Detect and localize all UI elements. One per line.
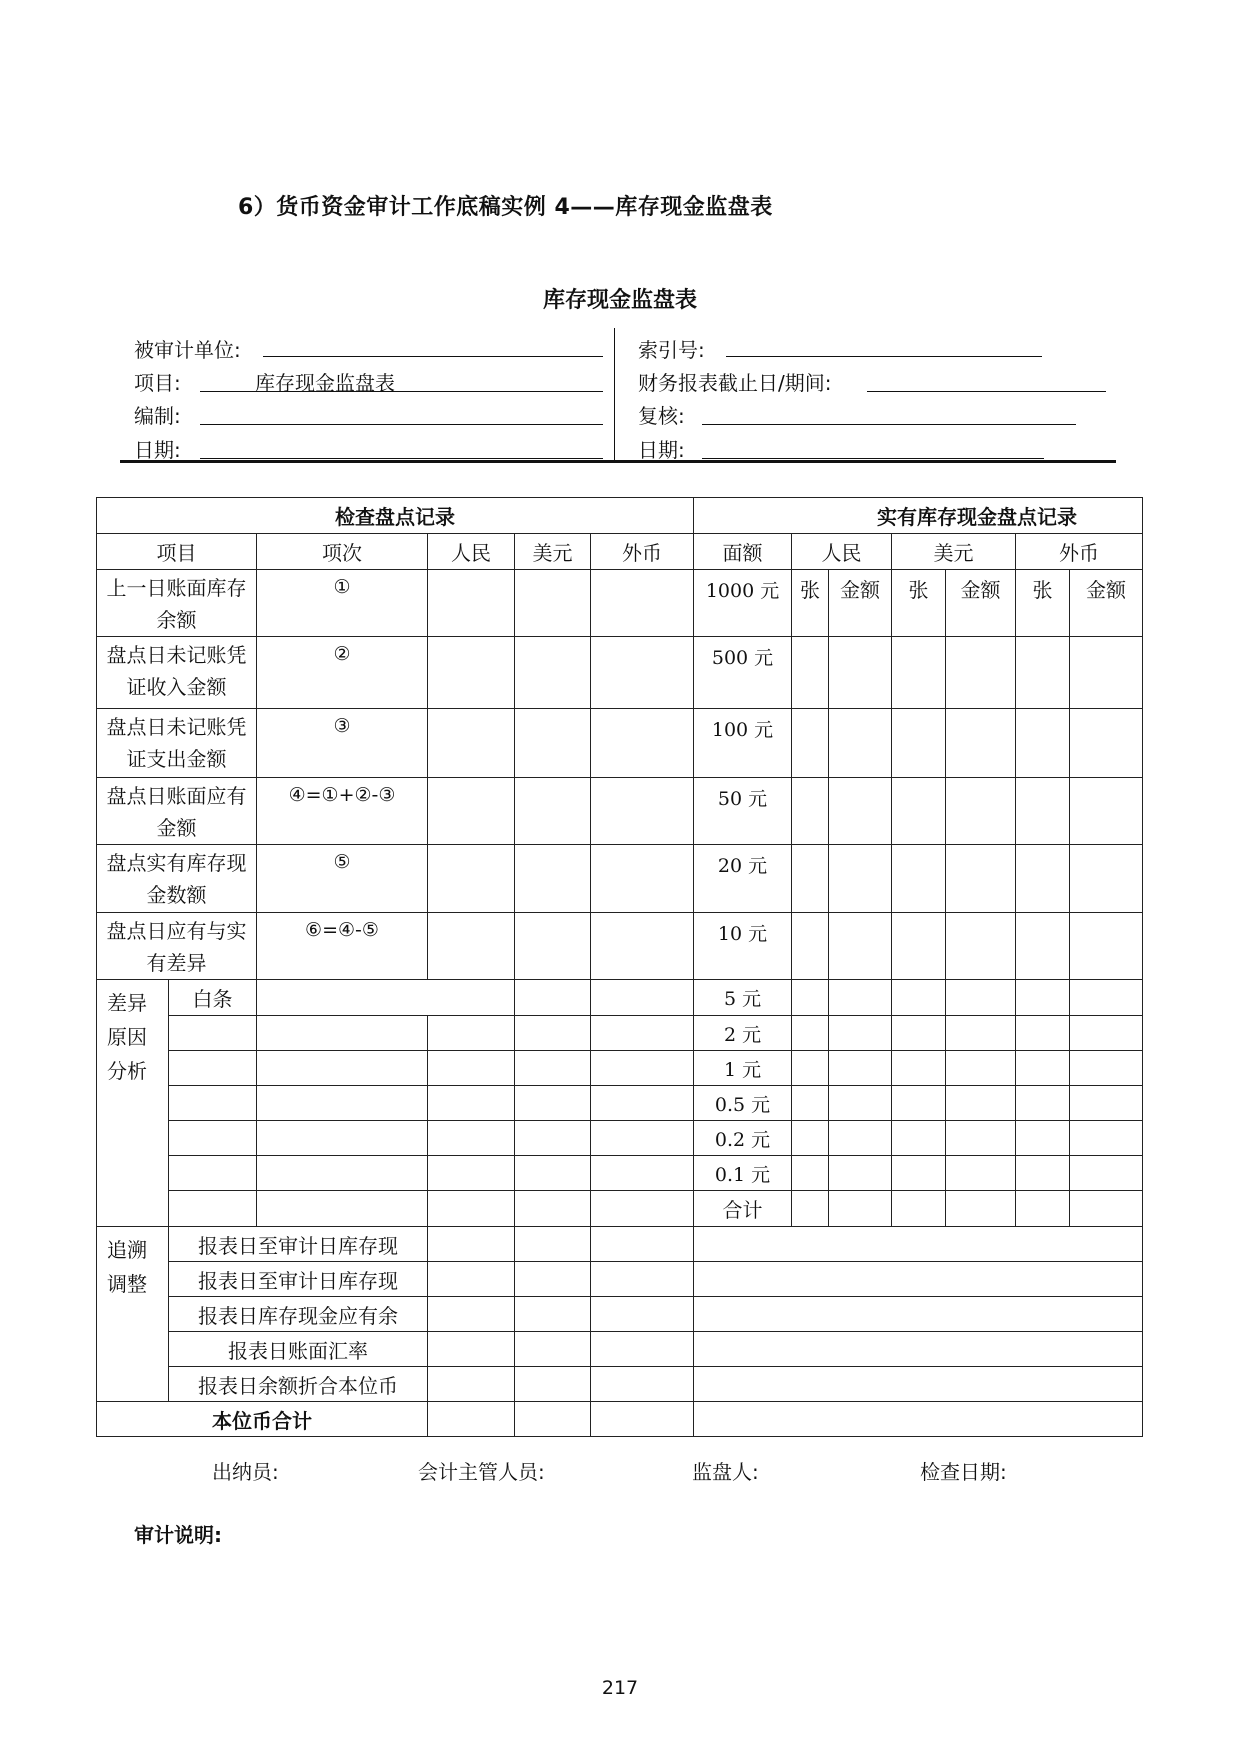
denomination-cell: 100 元 <box>694 709 792 778</box>
cashier-label: 出纳员: <box>212 1460 279 1484</box>
trace-item: 报表日账面汇率 <box>169 1332 428 1367</box>
item-cell: 盘点日未记账凭证收入金额 <box>97 637 257 709</box>
reason-item: 白条 <box>169 980 257 1016</box>
item-cell: 盘点日应有与实有差异 <box>97 913 257 980</box>
base-currency-total-label: 本位币合计 <box>97 1402 428 1437</box>
amount-header: 金额 <box>946 570 1016 637</box>
denomination-cell: 1000 元 <box>694 570 792 637</box>
project-field <box>134 367 181 396</box>
table-row <box>97 1156 1143 1191</box>
table-row <box>97 1016 1143 1051</box>
table-row <box>97 845 1143 913</box>
trace-item: 报表日库存现金应有余 <box>169 1297 428 1332</box>
table-row <box>97 1297 1143 1332</box>
seq-cell: ④=①+②-③ <box>257 778 428 845</box>
table-row <box>97 1051 1143 1086</box>
col-rmb-header: 人民 <box>428 534 515 570</box>
denomination-cell: 5 元 <box>694 980 792 1016</box>
amount-header: 金额 <box>829 570 892 637</box>
cash-count-table <box>96 497 1143 1437</box>
amount-header: 金额 <box>1070 570 1143 637</box>
seq-cell: ② <box>257 637 428 709</box>
reason-analysis-label: 差异原因分析 <box>97 980 169 1227</box>
seq-cell: ⑤ <box>257 845 428 913</box>
trace-item: 报表日余额折合本位币 <box>169 1367 428 1402</box>
col-seq-header: 项次 <box>257 534 428 570</box>
date-left-label: 日期: <box>134 438 181 462</box>
project-line <box>200 367 603 395</box>
denomination-cell: 500 元 <box>694 637 792 709</box>
col-fx2-header: 外币 <box>1016 534 1143 570</box>
item-cell: 盘点日未记账凭证支出金额 <box>97 709 257 778</box>
date-right-line <box>702 458 1044 459</box>
table-row <box>97 1402 1143 1437</box>
seq-cell: ① <box>257 570 428 637</box>
denomination-cell: 20 元 <box>694 845 792 913</box>
seq-cell: ⑥=④-⑤ <box>257 913 428 980</box>
index-label: 索引号: <box>638 338 705 362</box>
check-date-label: 检查日期: <box>920 1460 1007 1484</box>
denomination-cell: 1 元 <box>694 1051 792 1086</box>
table-row <box>97 1121 1143 1156</box>
index-field <box>638 334 705 363</box>
denomination-cell: 2 元 <box>694 1016 792 1051</box>
table-row <box>97 778 1143 845</box>
table-row <box>97 570 1143 637</box>
date-left-line <box>200 458 603 459</box>
pieces-header: 张 <box>792 570 829 637</box>
period-field <box>638 367 831 396</box>
table-row <box>97 980 1143 1016</box>
pieces-header: 张 <box>1016 570 1070 637</box>
table-row <box>97 1191 1143 1227</box>
col-item-header: 项目 <box>97 534 257 570</box>
column-header-row <box>97 534 1143 570</box>
item-cell: 盘点实有库存现金数额 <box>97 845 257 913</box>
reviewer-label: 复核: <box>638 404 685 428</box>
table-row <box>97 1367 1143 1402</box>
actual-cash-header: 实有库存现金盘点记录 <box>694 498 1143 534</box>
header-rule <box>120 460 1116 463</box>
col-fx-header: 外币 <box>591 534 694 570</box>
document-title: 库存现金监盘表 <box>542 288 697 313</box>
table-row <box>97 1332 1143 1367</box>
trace-item: 报表日至审计日库存现 <box>169 1227 428 1262</box>
table-row <box>97 637 1143 709</box>
col-usd-header: 美元 <box>515 534 591 570</box>
audited-unit-label: 被审计单位: <box>134 338 241 362</box>
reviewer-line <box>702 424 1076 425</box>
trace-item: 报表日至审计日库存现 <box>169 1262 428 1297</box>
period-line <box>867 391 1106 392</box>
check-record-header: 检查盘点记录 <box>97 498 694 534</box>
trace-adjust-label: 追溯调整 <box>97 1227 169 1402</box>
reviewer-field <box>638 400 685 429</box>
date-right-label: 日期: <box>638 438 685 462</box>
col-usd2-header: 美元 <box>892 534 1016 570</box>
audited-unit-line <box>263 356 603 357</box>
date-left-field <box>134 434 181 463</box>
date-right-field <box>638 434 685 463</box>
page-number: 217 <box>601 1677 639 1699</box>
table-row <box>97 709 1143 778</box>
denomination-cell: 50 元 <box>694 778 792 845</box>
supervisor-label: 监盘人: <box>692 1460 759 1484</box>
seq-cell: ③ <box>257 709 428 778</box>
denomination-cell: 10 元 <box>694 913 792 980</box>
col-denomination-header: 面额 <box>694 534 792 570</box>
project-label: 项目: <box>134 371 181 395</box>
section-title: 6）货币资金审计工作底稿实例 4——库存现金监盘表 <box>238 195 773 220</box>
col-rmb2-header: 人民 <box>792 534 892 570</box>
prepared-by-line <box>200 424 603 425</box>
denomination-cell: 0.5 元 <box>694 1086 792 1121</box>
pieces-header: 张 <box>892 570 946 637</box>
table-row <box>97 1086 1143 1121</box>
accounting-supervisor-label: 会计主管人员: <box>418 1460 545 1484</box>
denomination-cell: 0.2 元 <box>694 1121 792 1156</box>
project-value: 库存现金监盘表 <box>255 371 395 395</box>
audited-unit-field <box>134 334 241 363</box>
prepared-by-label: 编制: <box>134 404 181 428</box>
denomination-total-cell: 合计 <box>694 1191 792 1227</box>
header-divider <box>614 328 615 461</box>
section-header-row <box>97 498 1143 534</box>
denomination-cell: 0.1 元 <box>694 1156 792 1191</box>
item-cell: 上一日账面库存余额 <box>97 570 257 637</box>
table-row <box>97 1227 1143 1262</box>
prepared-by-field <box>134 400 181 429</box>
audit-note-label: 审计说明: <box>134 1523 222 1547</box>
table-row <box>97 913 1143 980</box>
table-row <box>97 1262 1143 1297</box>
period-label: 财务报表截止日/期间: <box>638 371 832 395</box>
item-cell: 盘点日账面应有金额 <box>97 778 257 845</box>
index-line <box>726 356 1042 357</box>
